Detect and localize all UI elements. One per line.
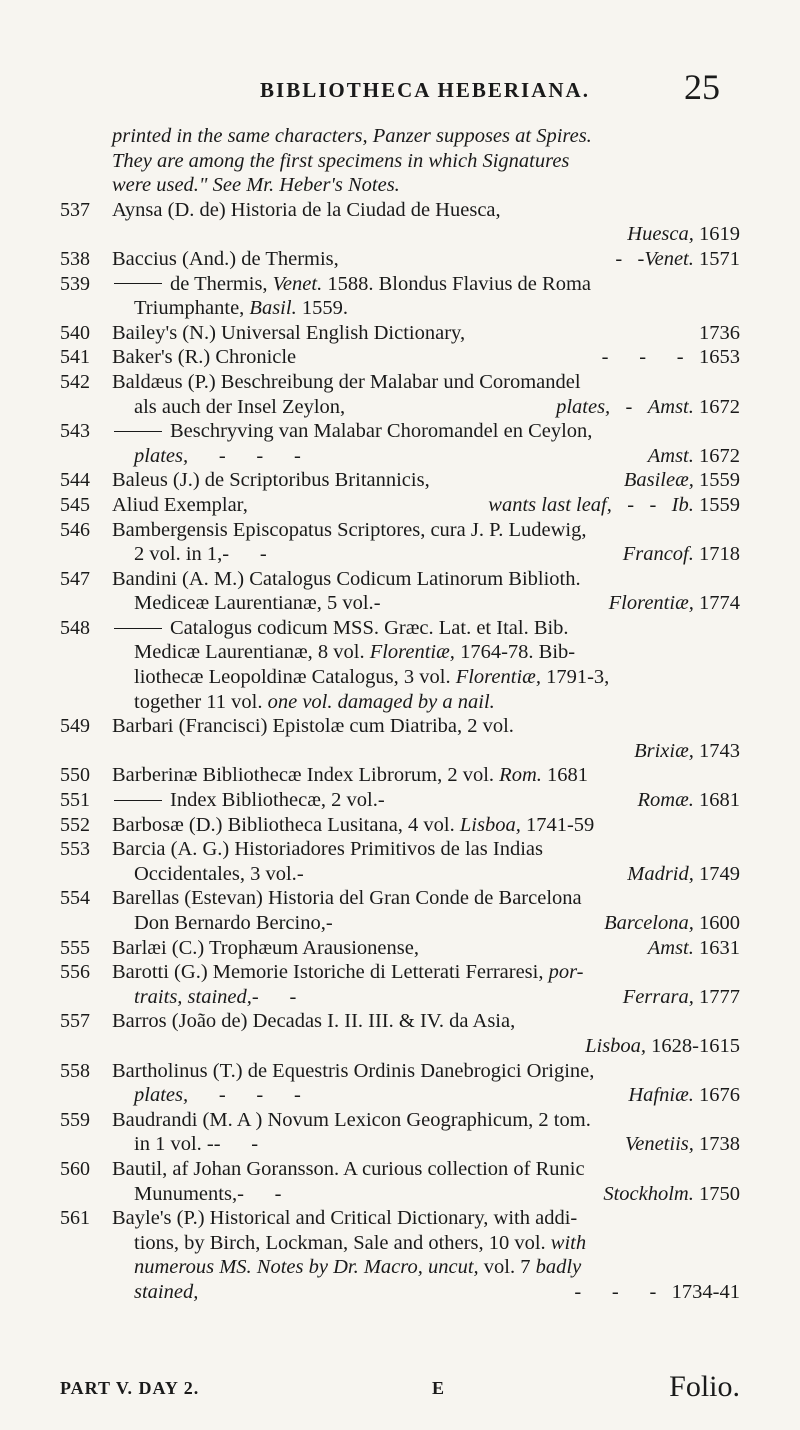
entry-line [112,788,740,813]
entry-text: Occidentales, 3 vol. [134,862,297,885]
entry-line-right [628,1083,740,1108]
catalogue-entry [60,616,740,714]
page-footer [60,1370,740,1410]
italic-text: Huesca, [627,223,694,246]
catalogue-entry [60,567,740,616]
entry-text: Barlæi (C.) Trophæum Arausionense, [112,936,419,959]
entry-line-right [615,247,740,272]
entry-text: - [610,395,648,418]
entry-text: - - - [574,1280,672,1303]
entry-text: 1628-1615 [646,1034,740,1057]
entry-number: 538 [60,247,90,270]
entry-line [112,1231,740,1256]
entry-text: Bandini (A. M.) Catalogus Codicum Latinorum Biblioth. [112,567,581,590]
entry-line-right [638,788,741,813]
entry-text: 1559 [693,493,740,516]
entry-number: 543 [60,420,90,443]
entry-text: Barcia (A. G.) Historiadores Primitivos de las Indias [112,838,543,861]
ditto-rule [114,283,162,284]
entry-text: Baccius (And.) de Thermis, [112,247,339,270]
entry-line-left [134,862,319,887]
entry-number: 559 [60,1108,90,1131]
entry-text: Aynsa (D. de) Historia de la Ciudad de Huesca, [112,198,501,221]
entry-text: Mediceæ Laurentianæ, 5 vol. [134,592,374,615]
entry-text: Catalogus codicum MSS. Græc. Lat. et Ital. Bib. [170,616,569,639]
intro-line: printed in the same characters, Panzer supposes at Spires. [112,125,592,147]
entry-text: Bautil, af Johan Goransson. A curious collection of Runic [112,1157,585,1180]
entry-number: 549 [60,715,90,738]
entry-number: 561 [60,1207,90,1230]
entry-line-right [604,911,740,936]
italic-text: Ib. [671,493,694,516]
entry-text: Barberinæ Bibliothecæ Index Librorum, 2 vol. [112,764,500,787]
entry-line [112,813,740,838]
entry-text: - - [222,543,283,566]
entry-line [112,911,740,936]
entry-text: Don Bernardo Bercino, [134,912,326,934]
catalogue-entry [60,1206,740,1304]
entry-line-left [134,444,316,469]
entry-line [112,640,740,665]
entry-text: 1559. [296,297,348,320]
entry-text: - - [237,1182,297,1205]
catalogue-entry [60,837,740,886]
entry-text: Munuments, [134,1182,238,1205]
entry-text: Bartholinus (T.) de Equestris Ordinis Danebrogici Origine, [112,1059,595,1082]
entry-text: - [325,912,349,934]
entry-line-right [574,1280,740,1305]
entry-line-right [602,345,740,370]
entry-text: - - - [188,444,317,467]
entry-text: Barbosæ (D.) Bibliotheca Lusitana, 4 vol. [112,813,460,836]
entry-text: in 1 vol. - [134,1133,214,1156]
italic-text: Brixiæ, [634,739,694,762]
entry-line-left [134,591,396,616]
italic-text: Amst. [647,395,694,418]
entry-line-left [112,468,430,493]
entry-text: 1734-41 [671,1280,740,1303]
entry-text: tions, by Birch, Lockman, Sale and others, 10 vol. [134,1231,551,1254]
entry-text: 1619 [693,223,740,246]
entry-line-left [134,1083,316,1108]
entry-list [60,198,740,1305]
entry-number: 547 [60,567,90,590]
entry-text: Medicæ Laurentianæ, 8 vol. [134,641,370,664]
italic-text: Amst. [647,444,694,467]
entry-line [112,714,740,739]
entry-text: 1749 [693,862,740,885]
italic-text: Barcelona, [604,912,694,934]
italic-text: Rom. [499,764,542,787]
italic-text: Venet. [644,247,694,270]
entry-text: Barotti (G.) Memorie Istoriche di Letterati Ferraresi, [112,961,549,984]
catalogue-entry [60,788,740,813]
entry-number: 555 [60,936,90,959]
entry-line [112,739,740,764]
entry-text: 1588. Blondus Flavius de Roma [322,272,591,295]
italic-text: Ferrara, [622,985,694,1008]
italic-text: plates, [134,444,189,467]
italic-text: Madrid, [627,862,694,885]
entry-line-right [623,985,740,1010]
entry-line [112,936,740,961]
catalogue-entry [60,1009,740,1058]
entry-line [112,665,740,690]
entry-line-right [623,542,740,567]
entry-text: Baleus (J.) de Scriptoribus Britannicis, [112,469,430,492]
entry-number: 539 [60,272,90,295]
entry-text: Barellas (Estevan) Historia del Gran Conde de Barcelona [112,887,582,910]
entry-text: Barros (João de) Decadas I. II. III. & IV. da Asia, [112,1010,516,1033]
catalogue-entry [60,419,740,468]
entry-number: 545 [60,493,90,516]
entry-line [112,370,740,395]
entry-text: 2 vol. in 1, [134,543,223,566]
ditto-rule [114,431,162,432]
entry-text: together 11 vol. [134,690,268,713]
catalogue-entry [60,960,740,1009]
entry-text: 1681 [693,789,740,812]
entry-line-left [112,345,296,370]
entry-text: 1774 [693,592,740,615]
signature-mark: PART V. DAY 2. [60,1378,200,1398]
entry-line [112,444,740,469]
italic-text: Romæ. [637,789,694,812]
page-number: 25 [684,67,720,107]
entry-text: 1743 [693,739,740,762]
entry-line-left [134,395,350,420]
entry-line-left [134,1182,297,1207]
italic-text: one vol. damaged by a nail. [267,690,495,713]
catalogue-body [60,124,740,1305]
catalogue-entry [60,468,740,493]
entry-line-left [134,542,282,567]
italic-text: stained, [134,1280,199,1303]
entry-line [112,198,740,223]
italic-text: Venet. [272,272,323,295]
entry-number: 554 [60,887,90,910]
entry-number: 552 [60,813,90,836]
italic-text: Stockholm. [603,1182,694,1205]
entry-text: - - [615,247,645,270]
italic-text: Amst. [647,936,694,959]
entry-line [112,345,740,370]
catalogue-entry [60,714,740,763]
entry-line-right [648,936,740,961]
italic-text: por- [548,961,584,984]
entry-line-left [112,936,419,961]
entry-text: - - [611,493,672,516]
page-header [130,66,720,106]
entry-text: 1681 [541,764,588,787]
entry-line [112,886,740,911]
entry-text: 1672 [693,395,740,418]
catalogue-entry [60,247,740,272]
italic-text: with [550,1231,587,1254]
entry-line [112,321,740,346]
running-title: BIBLIOTHECA HEBERIANA. [260,78,590,102]
catalogue-entry [60,813,740,838]
italic-text: badly [535,1256,582,1279]
entry-line [112,1034,740,1059]
entry-line [112,1083,740,1108]
entry-number: 553 [60,838,90,861]
entry-line [112,1255,740,1280]
entry-text: 1571 [693,247,740,270]
entry-number: 541 [60,346,90,369]
entry-text: Baudrandi (M. A ) Novum Lexicon Geographicum, 2 tom. [112,1108,591,1131]
italic-text: numerous MS. Notes by Dr. Macro, uncut, [134,1256,479,1279]
entry-line [112,222,740,247]
italic-text: plates, [134,1084,189,1107]
entry-text: 1600 [693,912,740,934]
entry-line-left [112,493,253,518]
entry-text: 1631 [693,936,740,959]
entry-text: 1672 [693,444,740,467]
entry-number: 542 [60,370,90,393]
catalogue-entry [60,345,740,370]
entry-number: 548 [60,616,90,639]
catalogue-entry [60,370,740,419]
entry-text: Baldæus (P.) Beschreibung der Malabar und Coromandel [112,370,581,393]
italic-text: Lisboa, [585,1034,647,1057]
entry-line [112,419,740,444]
entry-line-right [625,1132,740,1157]
italic-text: Francof. [622,543,694,566]
entry-line [112,1009,740,1034]
italic-text: Venetiis, [624,1133,694,1156]
entry-line [112,468,740,493]
entry-line [112,960,740,985]
entry-line [112,690,740,715]
entry-text: - - [251,985,312,1008]
entry-text: - - [213,1133,274,1156]
entry-line [112,985,740,1010]
entry-line-left [112,247,339,272]
catalogue-entry [60,493,740,518]
entry-text: vol. 7 [478,1256,536,1279]
entry-text: liothecæ Leopoldinæ Catalogus, 3 vol. [134,666,456,689]
catalogue-entry [60,936,740,961]
entry-line-right [648,444,740,469]
entry-text: 1718 [693,543,740,566]
entry-line [112,296,740,321]
entry-text: Barbari (Francisci) Epistolæ cum Diatriba, 2 vol. [112,715,514,738]
italic-text: Lisboa, [459,813,521,836]
entry-line-right [556,395,740,420]
entry-line [112,763,740,788]
italic-text: Florentiæ, [608,592,694,615]
entry-text: Baker's (R.) Chronicle [112,346,297,369]
italic-text: plates, [556,395,611,418]
entry-text: als auch der Insel Zeylon, [134,395,351,418]
italic-text: Basil. [249,297,297,320]
italic-text: wants last leaf, [488,493,612,516]
entry-line [112,1182,740,1207]
entry-line [112,1206,740,1231]
italic-text: Hafniæ. [628,1084,694,1107]
entry-text: Beschryving van Malabar Choromandel en Ceylon, [170,420,593,443]
entry-text: 1750 [693,1182,740,1205]
entry-text: 1777 [693,985,740,1008]
ditto-rule [114,628,162,629]
entry-text: - - - [188,1084,317,1107]
entry-text: Triumphante, [134,297,250,320]
entry-number: 540 [60,321,90,344]
catalogue-entry [60,321,740,346]
entry-line-right [624,468,740,493]
entry-line [112,567,740,592]
ditto-rule [114,800,162,801]
entry-text: Bailey's (N.) Universal English Dictionary, [112,321,466,344]
entry-number: 546 [60,518,90,541]
entry-line-left [134,985,312,1010]
entry-line [112,1280,740,1305]
catalogue-entry [60,518,740,567]
italic-text: Basileæ, [623,469,694,492]
entry-number: 556 [60,961,90,984]
entry-line [112,518,740,543]
entry-line [112,247,740,272]
entry-text: - [373,592,396,615]
entry-line [112,493,740,518]
entry-text: 1676 [693,1084,740,1107]
intro-line: were used." See Mr. Heber's Notes. [112,174,400,197]
entry-line [112,1132,740,1157]
entry-line-right [627,862,740,887]
catalogue-entry [60,1157,740,1206]
entry-text: Bayle's (P.) Historical and Critical Dictionary, with addi- [112,1207,578,1230]
entry-line [112,1157,740,1182]
entry-line [112,837,740,862]
catalogue-entry [60,1059,740,1108]
catalogue-entry [60,1108,740,1157]
entry-number: 560 [60,1157,90,1180]
entry-line-right [603,1182,740,1207]
entry-text: - [377,789,401,812]
entry-text: 1764-78. Bib- [454,641,576,664]
entry-line [112,1108,740,1133]
entry-line [112,395,740,420]
catalogue-entry [60,763,740,788]
intro-line: They are among the first specimens in which Signatures [112,149,570,172]
entry-line [112,616,740,641]
entry-number: 550 [60,764,90,787]
entry-text: 1738 [693,1133,740,1156]
entry-text: 1559 [693,469,740,492]
entry-text: Aliud Exemplar, [112,493,253,516]
entry-number: 557 [60,1010,90,1033]
italic-text: traits, stained, [134,985,252,1008]
entry-line-right [609,591,740,616]
entry-line-right [699,321,740,346]
entry-line [112,542,740,567]
entry-line-left [134,911,348,936]
entry-text: - [296,862,320,885]
catalogue-entry [60,886,740,935]
entry-text: de Thermis, [170,272,273,295]
entry-line-left [134,1132,274,1157]
entry-line [112,591,740,616]
italic-text: Florentiæ, [369,641,455,664]
entry-line [112,862,740,887]
entry-line-left [112,321,465,346]
entry-line [112,272,740,297]
entry-number: 537 [60,198,90,221]
entry-number: 551 [60,789,90,812]
format-label: Folio. [669,1370,740,1403]
entry-text: - - - 1653 [601,346,740,369]
entry-number: 544 [60,469,90,492]
entry-line [112,1059,740,1084]
entry-text: 1741-59 [520,813,595,836]
italic-text: Florentiæ, [455,666,541,689]
catalogue-entry [60,198,740,247]
sheet-letter: E [432,1378,445,1398]
catalogue-entry [60,272,740,321]
entry-text: Bambergensis Episcopatus Scriptores, cura J. P. Ludewig, [112,518,587,541]
intro-paragraph [112,124,740,198]
entry-text: 1736 [699,321,740,344]
entry-text: 1791-3, [540,666,610,689]
entry-line-right [488,493,740,518]
entry-line-left [112,788,400,813]
entry-text: Index Bibliothecæ, 2 vol. [170,789,378,812]
entry-line-left [134,1280,198,1305]
entry-number: 558 [60,1059,90,1082]
